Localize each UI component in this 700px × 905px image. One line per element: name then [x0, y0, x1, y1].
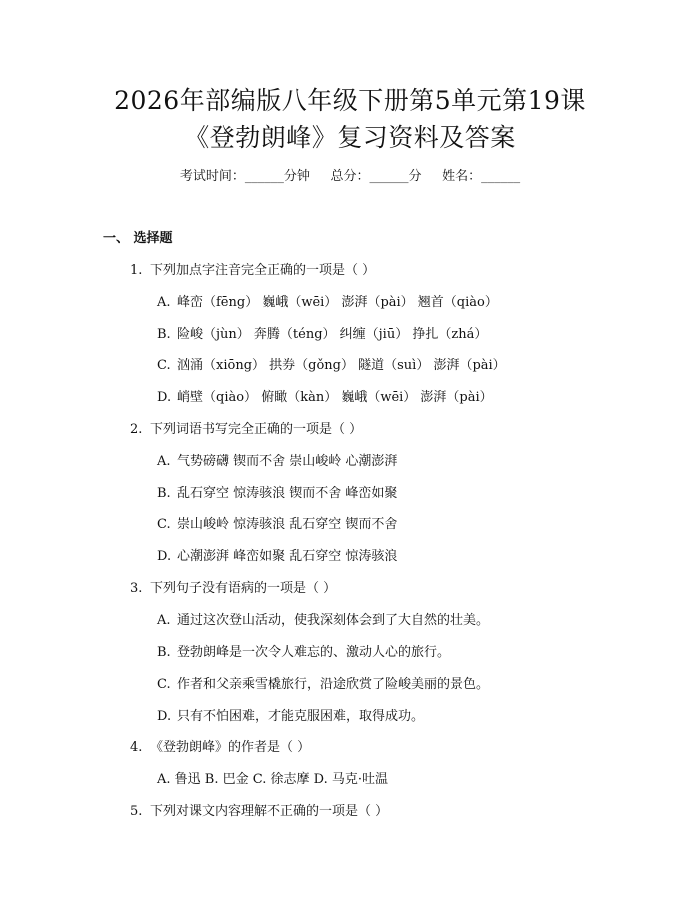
option-label: A. — [157, 295, 171, 310]
document-title-line-1: 2026年部编版八年级下册第5单元第19课 — [114, 86, 586, 115]
option-label: D. — [157, 390, 172, 405]
option-label: C. — [157, 358, 171, 373]
option-text: 崇山峻岭 惊涛骇浪 乱石穿空 锲而不舍 — [177, 517, 398, 532]
question-number: 5. — [130, 804, 143, 819]
option-label: B. — [157, 327, 171, 342]
option-text: 心潮澎湃 峰峦如聚 乱石穿空 惊涛骇浪 — [177, 549, 398, 564]
question-number: 3. — [130, 581, 143, 596]
option-text: 汹涌（xiōng） 拱券（gǒng） 隧道（suì） 澎湃（pài） — [177, 358, 506, 373]
question-3-option-a — [157, 612, 489, 630]
option-label: B. — [157, 486, 171, 501]
question-number: 4. — [130, 740, 143, 755]
option-label: D. — [157, 549, 172, 564]
option-text: 险峻（jùn） 奔腾（téng） 纠缠（jiū） 挣扎（zhá） — [177, 327, 488, 342]
question-2-option-b — [157, 485, 397, 503]
question-2-option-d — [157, 548, 397, 566]
question-2 — [130, 421, 362, 439]
option-label: A. — [157, 454, 171, 469]
question-4-options: A. 鲁迅 B. 巴金 C. 徐志摩 D. 马克·吐温 — [157, 772, 388, 787]
question-stem: 《登勃朗峰》的作者是（ ） — [150, 740, 311, 755]
option-text: 峭壁（qiào） 俯瞰（kàn） 巍峨（wēi） 澎湃（pài） — [177, 390, 493, 405]
question-3-option-c — [157, 676, 489, 694]
option-text: 峰峦（fēng） 巍峨（wēi） 澎湃（pài） 翘首（qiào） — [177, 295, 498, 310]
question-1-option-a — [157, 294, 498, 312]
question-stem: 下列加点字注音完全正确的一项是（ ） — [150, 263, 376, 278]
document-title-line-2: 《登勃朗峰》复习资料及答案 — [184, 123, 516, 152]
question-number: 1. — [130, 263, 143, 278]
question-2-option-c — [157, 516, 397, 534]
question-2-option-a — [157, 453, 397, 471]
option-text: 只有不怕困难，才能克服困难，取得成功。 — [177, 709, 425, 724]
question-5 — [130, 803, 388, 821]
question-1 — [130, 262, 375, 280]
option-text: 作者和父亲乘雪橇旅行，沿途欣赏了险峻美丽的景色。 — [177, 677, 490, 692]
option-label: C. — [157, 517, 171, 532]
section-heading: 一、 选择题 — [103, 231, 173, 246]
option-text: 气势磅礴 锲而不舍 崇山峻岭 心潮澎湃 — [177, 454, 398, 469]
option-label: A. — [157, 613, 171, 628]
option-label: C. — [157, 677, 171, 692]
option-text: 乱石穿空 惊涛骇浪 锲而不舍 峰峦如聚 — [177, 486, 398, 501]
question-stem: 下列词语书写完全正确的一项是（ ） — [150, 422, 363, 437]
option-text: 登勃朗峰是一次令人难忘的、激动人心的旅行。 — [177, 645, 451, 660]
question-stem: 下列句子没有语病的一项是（ ） — [150, 581, 337, 596]
question-number: 2. — [130, 422, 143, 437]
question-3-option-b — [157, 644, 450, 662]
question-4 — [130, 739, 310, 757]
option-text: 通过这次登山活动，使我深刻体会到了大自然的壮美。 — [177, 613, 490, 628]
question-1-option-c — [157, 357, 506, 375]
question-3-option-d — [157, 708, 424, 726]
question-stem: 下列对课文内容理解不正确的一项是（ ） — [150, 804, 389, 819]
question-1-option-d — [157, 389, 493, 407]
option-label: B. — [157, 645, 171, 660]
question-3 — [130, 580, 336, 598]
exam-info: 考试时间：______分钟 总分：______分 姓名：______ — [179, 169, 521, 184]
option-label: D. — [157, 709, 172, 724]
question-1-option-b — [157, 326, 487, 344]
